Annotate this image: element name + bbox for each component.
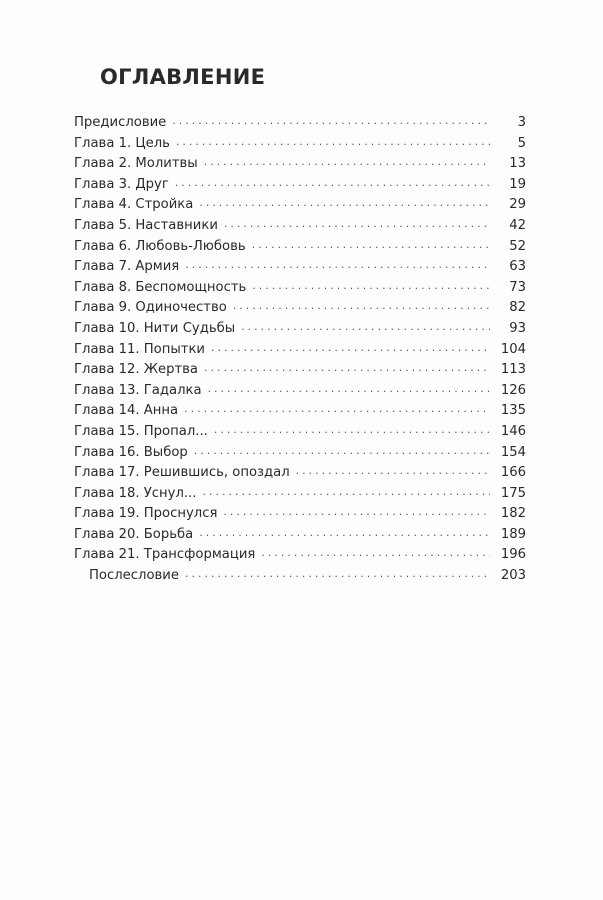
toc-entry [74, 278, 526, 299]
toc-entry [74, 443, 526, 464]
dot-leader [175, 173, 490, 194]
toc-page-number: 146 [500, 423, 526, 439]
toc-entry-title: Глава 20. Борьба [74, 526, 194, 542]
toc-entry-title: Глава 16. Выбор [74, 444, 188, 460]
toc-page-number: 135 [500, 403, 526, 419]
toc-page-number: 63 [509, 259, 526, 275]
toc-entry-title: Глава 13. Гадалка [74, 382, 202, 398]
toc-entry-title: Предисловие [74, 115, 167, 130]
toc-page-number: 42 [509, 217, 526, 233]
toc-page-number: 154 [500, 444, 526, 460]
toc-entry-title: Глава 17. Решившись, опоздал [74, 465, 290, 481]
toc-entry [74, 463, 526, 484]
toc-page-number: 19 [509, 176, 526, 192]
toc-page-number: 104 [500, 341, 526, 357]
toc-entry [74, 566, 526, 587]
dot-leader [252, 235, 490, 256]
toc-entry-title: Глава 1. Цель [74, 135, 170, 151]
toc-page-number: 113 [500, 362, 526, 378]
dot-leader [194, 441, 490, 462]
toc-entry [74, 298, 526, 319]
toc-entry-title: Глава 2. Молитвы [74, 156, 198, 172]
dot-leader [204, 358, 490, 379]
toc-entry-title: Глава 3. Друг [74, 176, 169, 192]
toc-entry [74, 381, 526, 402]
toc-entry-title: Глава 10. Нити Судьбы [74, 320, 236, 336]
dot-leader [233, 296, 490, 317]
dot-leader [296, 461, 490, 482]
toc-entry [74, 360, 526, 381]
toc-entry-title: Глава 8. Беспомощность [74, 279, 247, 295]
toc-page-number: 166 [500, 465, 526, 481]
toc-page-number: 73 [509, 279, 526, 295]
dot-leader [241, 317, 490, 338]
dot-leader [214, 420, 490, 441]
toc-entry [74, 113, 526, 134]
dot-leader [184, 399, 490, 420]
dot-leader [176, 132, 490, 153]
toc-entry [74, 545, 526, 566]
toc-page-number: 93 [509, 320, 526, 336]
dot-leader [202, 482, 490, 503]
toc-entry [74, 216, 526, 237]
toc-entry-title: Глава 18. Уснул... [74, 485, 197, 501]
toc-entry [74, 504, 526, 525]
toc-entry-title: Глава 11. Попытки [74, 341, 205, 357]
toc-entry [74, 134, 526, 155]
dot-leader [211, 338, 490, 359]
toc-page-number: 203 [500, 568, 526, 584]
toc-page-number: 175 [500, 485, 526, 501]
toc-entry-title: Послесловие [89, 568, 179, 584]
toc-page-number: 182 [500, 506, 526, 522]
dot-leader [185, 564, 490, 585]
page-title: ОГЛАВЛЕНИЕ [100, 65, 266, 89]
dot-leader [172, 111, 490, 132]
toc-entry [74, 154, 526, 175]
toc-entry [74, 525, 526, 546]
toc-entry-title: Глава 14. Анна [74, 403, 179, 419]
dot-leader [252, 276, 490, 297]
dot-leader [224, 214, 490, 235]
toc-page-number: 196 [500, 547, 526, 563]
dot-leader [223, 502, 490, 523]
toc-page-number: 52 [509, 238, 526, 254]
toc-entry [74, 401, 526, 422]
toc-entry [74, 257, 526, 278]
toc-entry-title: Глава 7. Армия [74, 259, 180, 275]
toc-entry [74, 175, 526, 196]
toc-entry [74, 319, 526, 340]
dot-leader [261, 543, 490, 564]
dot-leader [199, 523, 490, 544]
dot-leader [185, 255, 490, 276]
toc-page-number: 82 [509, 300, 526, 316]
dot-leader [204, 152, 490, 173]
toc-page-number: 189 [500, 526, 526, 542]
toc-entry-title: Глава 12. Жертва [74, 362, 198, 378]
toc-entry-title: Глава 5. Наставники [74, 217, 218, 233]
toc-entry-title: Глава 6. Любовь-Любовь [74, 238, 246, 254]
toc-page-number: 13 [509, 156, 526, 172]
toc-entry [74, 195, 526, 216]
toc-entry-title: Глава 9. Одиночество [74, 300, 227, 316]
toc-entry [74, 422, 526, 443]
toc-page-number: 126 [500, 382, 526, 398]
toc-entry [74, 340, 526, 361]
toc-entry-title: Глава 4. Стройка [74, 197, 194, 213]
toc-page-number: 5 [517, 135, 526, 151]
toc-page-number: 29 [509, 197, 526, 213]
toc-page-number: 3 [517, 115, 526, 130]
dot-leader [199, 193, 490, 214]
toc-entry-title: Глава 15. Пропал... [74, 423, 208, 439]
toc-entry-title: Глава 19. Проснулся [74, 506, 218, 522]
toc-entry [74, 484, 526, 505]
table-of-contents [74, 113, 526, 587]
toc-entry [74, 237, 526, 258]
dot-leader [208, 379, 490, 400]
toc-entry-title: Глава 21. Трансформация [74, 547, 256, 563]
